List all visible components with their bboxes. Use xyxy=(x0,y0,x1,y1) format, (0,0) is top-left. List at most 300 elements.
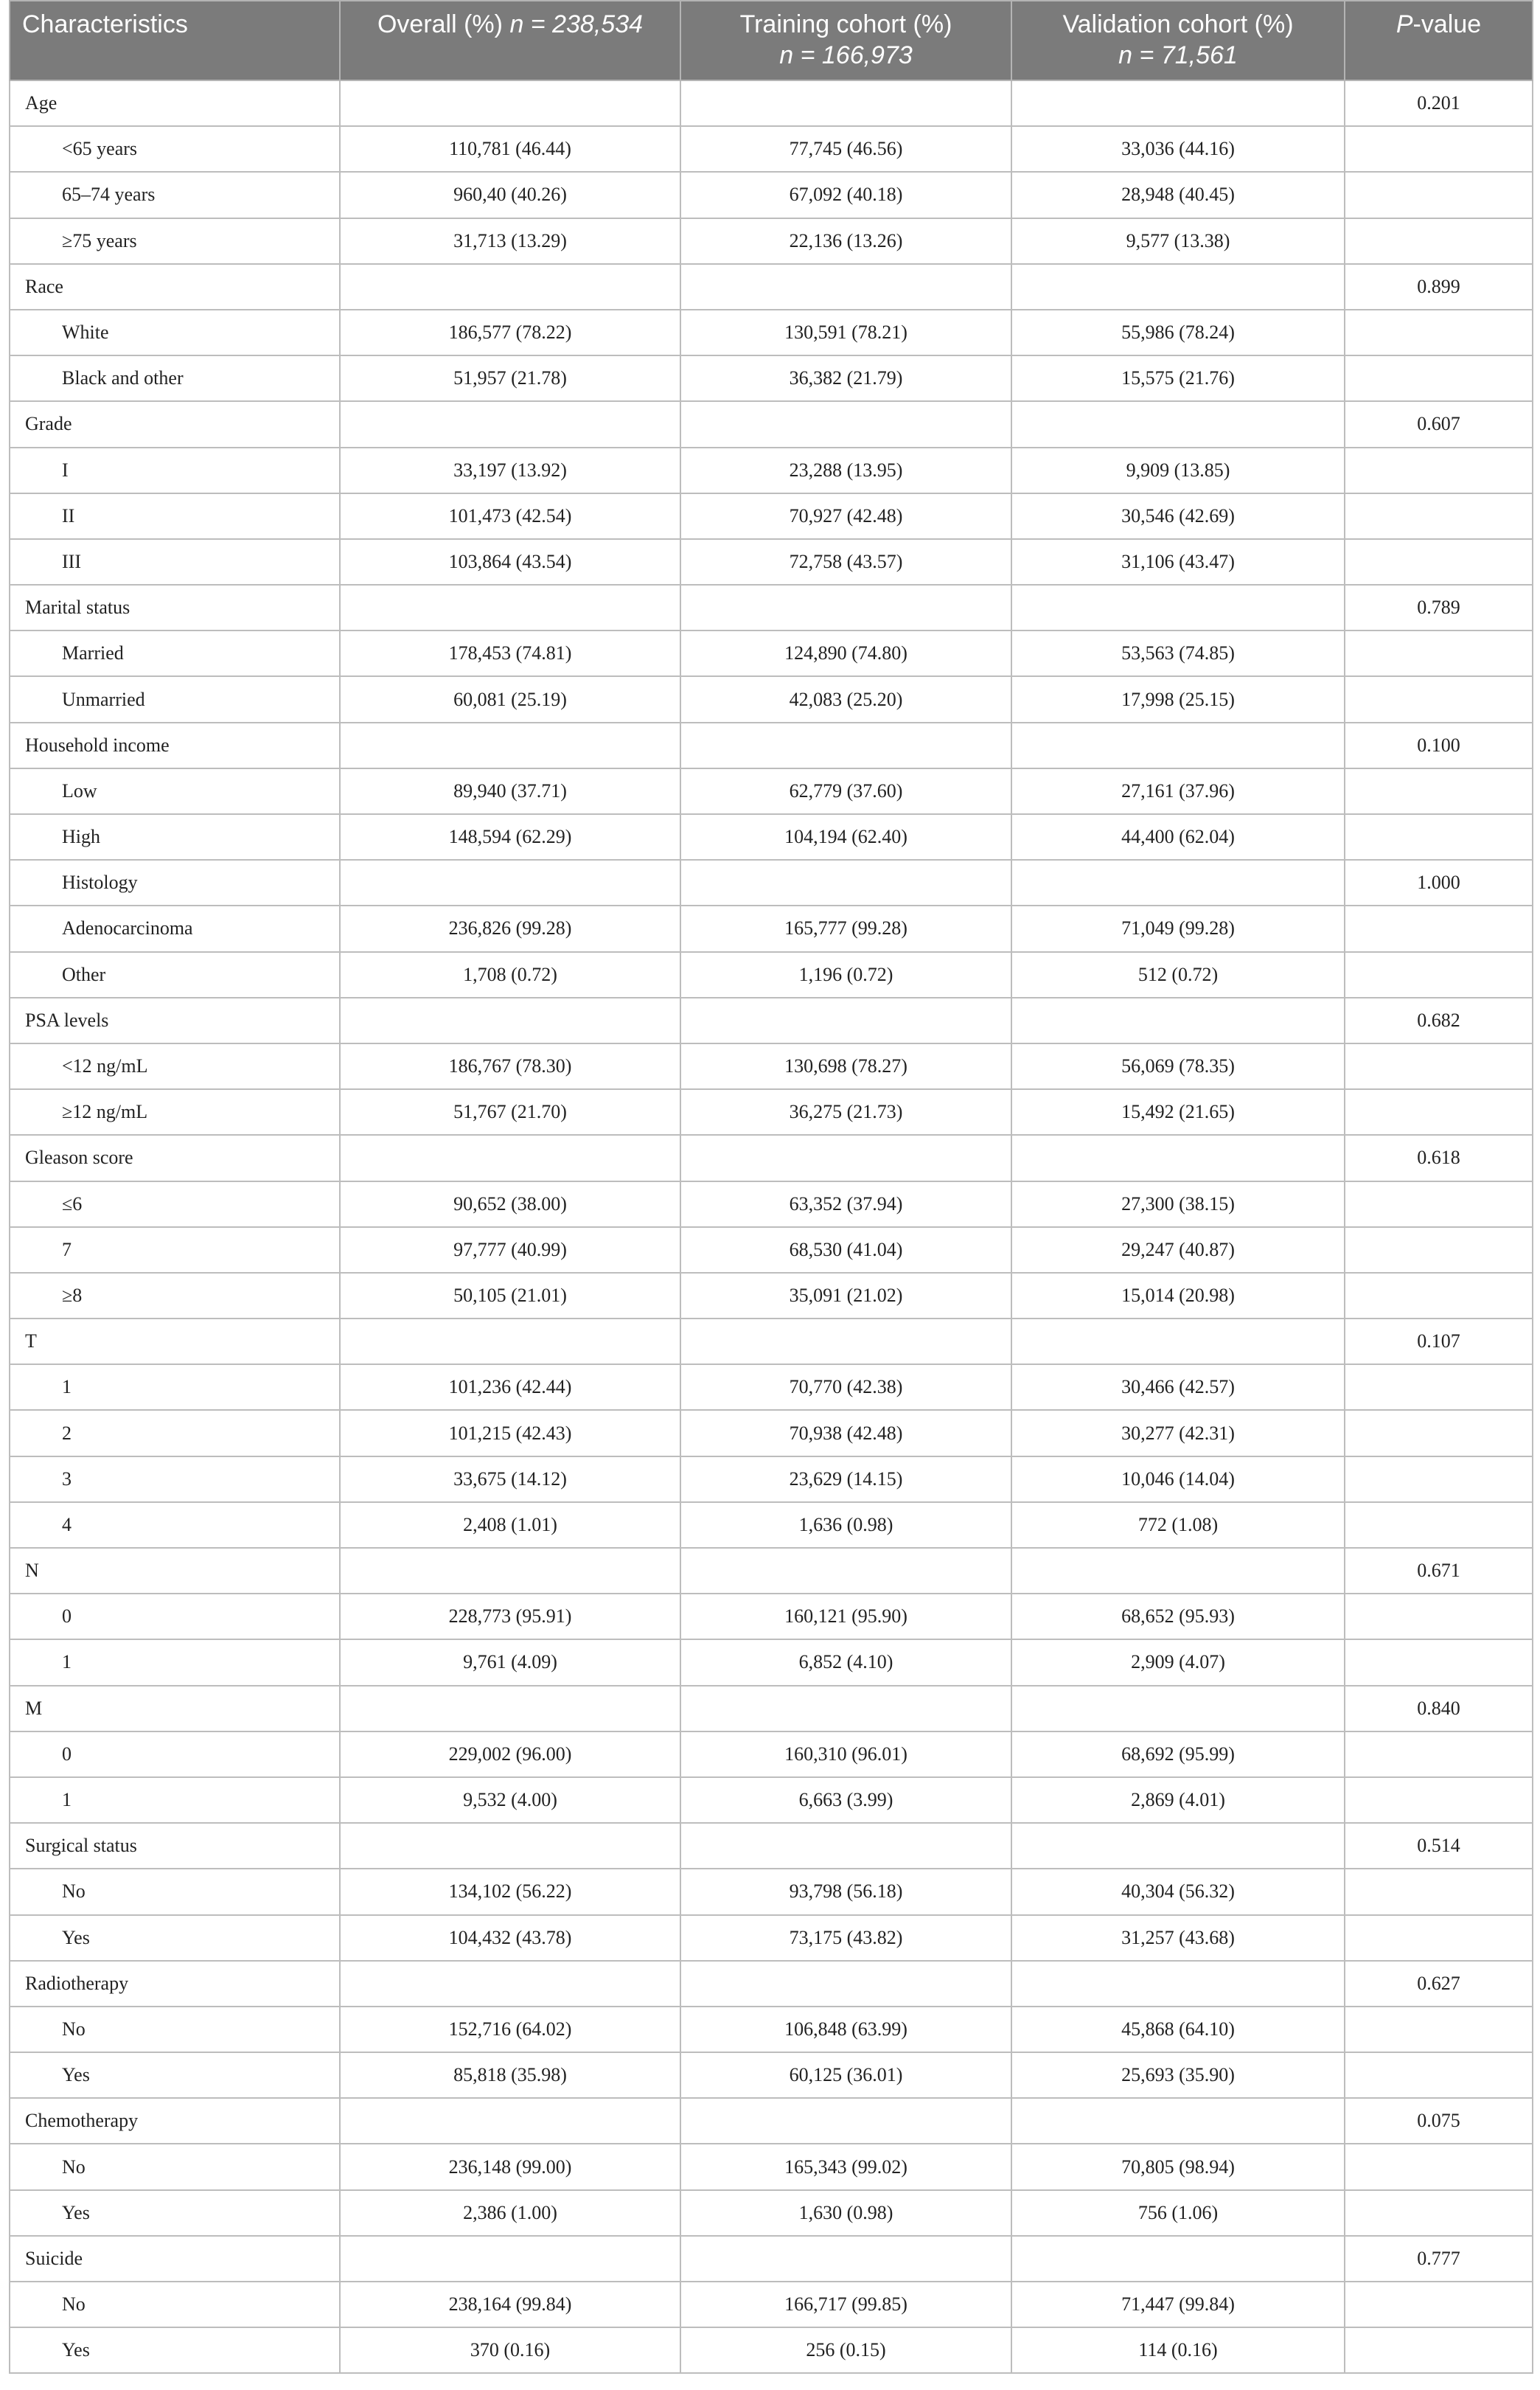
pvalue-cell: 0.618 xyxy=(1345,1135,1533,1181)
pvalue-cell xyxy=(1345,1456,1533,1502)
table-container xyxy=(9,0,1532,2374)
row-label: No xyxy=(10,2282,340,2327)
row-label: 7 xyxy=(10,1227,340,1273)
overall-cell: 238,164 (99.84) xyxy=(340,2282,680,2327)
pvalue-cell: 1.000 xyxy=(1345,860,1533,906)
training-cell: 68,530 (41.04) xyxy=(680,1227,1011,1273)
pvalue-cell: 0.840 xyxy=(1345,1686,1533,1731)
overall-cell xyxy=(340,264,680,310)
header-overall-n: n = 238,534 xyxy=(509,10,644,38)
overall-cell xyxy=(340,80,680,126)
training-cell xyxy=(680,1548,1011,1594)
pvalue-cell xyxy=(1345,1043,1533,1089)
training-cell: 165,777 (99.28) xyxy=(680,906,1011,951)
pvalue-cell: 0.777 xyxy=(1345,2236,1533,2282)
overall-cell: 60,081 (25.19) xyxy=(340,676,680,722)
overall-cell xyxy=(340,998,680,1043)
row-label: Chemotherapy xyxy=(10,2098,340,2144)
validation-cell: 27,300 (38.15) xyxy=(1011,1181,1345,1227)
validation-cell: 114 (0.16) xyxy=(1011,2327,1345,2373)
training-cell: 36,382 (21.79) xyxy=(680,355,1011,401)
training-cell: 6,663 (3.99) xyxy=(680,1777,1011,1823)
row-label: Histology xyxy=(10,860,340,906)
row-label: White xyxy=(10,310,340,355)
training-cell: 106,848 (63.99) xyxy=(680,2007,1011,2052)
table-row xyxy=(10,172,1533,218)
training-cell: 77,745 (46.56) xyxy=(680,126,1011,172)
row-label: No xyxy=(10,2007,340,2052)
pvalue-cell xyxy=(1345,906,1533,951)
table-row xyxy=(10,1731,1533,1777)
validation-cell: 55,986 (78.24) xyxy=(1011,310,1345,355)
training-cell xyxy=(680,401,1011,447)
overall-cell xyxy=(340,723,680,768)
row-label: N xyxy=(10,1548,340,1594)
pvalue-cell xyxy=(1345,2327,1533,2373)
table-row xyxy=(10,2098,1533,2144)
pvalue-cell: 0.627 xyxy=(1345,1961,1533,2007)
pvalue-cell xyxy=(1345,676,1533,722)
validation-cell: 27,161 (37.96) xyxy=(1011,768,1345,814)
overall-cell: 33,675 (14.12) xyxy=(340,1456,680,1502)
row-label: M xyxy=(10,1686,340,1731)
row-label: ≥8 xyxy=(10,1273,340,1319)
validation-cell: 15,014 (20.98) xyxy=(1011,1273,1345,1319)
pvalue-cell xyxy=(1345,1502,1533,1548)
validation-cell: 53,563 (74.85) xyxy=(1011,630,1345,676)
pvalue-cell: 0.201 xyxy=(1345,80,1533,126)
validation-cell xyxy=(1011,585,1345,630)
pvalue-cell: 0.107 xyxy=(1345,1319,1533,1364)
pvalue-cell xyxy=(1345,1639,1533,1685)
table-row xyxy=(10,860,1533,906)
table-row xyxy=(10,448,1533,493)
training-cell: 130,591 (78.21) xyxy=(680,310,1011,355)
pvalue-cell: 0.682 xyxy=(1345,998,1533,1043)
training-cell xyxy=(680,1319,1011,1364)
row-label: 4 xyxy=(10,1502,340,1548)
overall-cell xyxy=(340,860,680,906)
validation-cell xyxy=(1011,80,1345,126)
table-row xyxy=(10,355,1533,401)
table-row xyxy=(10,952,1533,998)
training-cell: 1,196 (0.72) xyxy=(680,952,1011,998)
overall-cell: 101,236 (42.44) xyxy=(340,1364,680,1410)
header-pvalue-rest: -value xyxy=(1412,10,1482,38)
training-cell xyxy=(680,1686,1011,1731)
validation-cell: 71,049 (99.28) xyxy=(1011,906,1345,951)
training-cell: 70,927 (42.48) xyxy=(680,493,1011,539)
training-cell xyxy=(680,860,1011,906)
training-cell: 256 (0.15) xyxy=(680,2327,1011,2373)
header-training xyxy=(680,1,1011,80)
pvalue-cell: 0.075 xyxy=(1345,2098,1533,2144)
pvalue-cell xyxy=(1345,1181,1533,1227)
row-label: Yes xyxy=(10,1915,340,1961)
table-row xyxy=(10,1639,1533,1685)
pvalue-cell xyxy=(1345,1869,1533,1914)
pvalue-cell: 0.514 xyxy=(1345,1823,1533,1869)
row-label: Surgical status xyxy=(10,1823,340,1869)
table-row xyxy=(10,1410,1533,1456)
table-row xyxy=(10,630,1533,676)
overall-cell: 90,652 (38.00) xyxy=(340,1181,680,1227)
pvalue-cell xyxy=(1345,630,1533,676)
header-validation xyxy=(1011,1,1345,80)
training-cell: 93,798 (56.18) xyxy=(680,1869,1011,1914)
validation-cell: 15,575 (21.76) xyxy=(1011,355,1345,401)
row-label: T xyxy=(10,1319,340,1364)
header-pvalue-italic: P xyxy=(1396,10,1413,38)
validation-cell: 756 (1.06) xyxy=(1011,2190,1345,2236)
header-validation-n: n = 71,561 xyxy=(1118,41,1238,69)
validation-cell: 15,492 (21.65) xyxy=(1011,1089,1345,1135)
row-label: Suicide xyxy=(10,2236,340,2282)
table-row xyxy=(10,1181,1533,1227)
header-validation-label: Validation cohort (%) xyxy=(1062,10,1294,38)
training-cell xyxy=(680,723,1011,768)
row-label: ≤6 xyxy=(10,1181,340,1227)
validation-cell xyxy=(1011,1135,1345,1181)
table-row xyxy=(10,1227,1533,1273)
row-label: Low xyxy=(10,768,340,814)
row-label: Grade xyxy=(10,401,340,447)
overall-cell: 228,773 (95.91) xyxy=(340,1594,680,1639)
overall-cell: 229,002 (96.00) xyxy=(340,1731,680,1777)
validation-cell: 68,652 (95.93) xyxy=(1011,1594,1345,1639)
pvalue-cell xyxy=(1345,310,1533,355)
pvalue-cell xyxy=(1345,2144,1533,2189)
overall-cell: 178,453 (74.81) xyxy=(340,630,680,676)
overall-cell: 33,197 (13.92) xyxy=(340,448,680,493)
pvalue-cell xyxy=(1345,539,1533,585)
table-row xyxy=(10,1548,1533,1594)
training-cell: 166,717 (99.85) xyxy=(680,2282,1011,2327)
row-label: 1 xyxy=(10,1777,340,1823)
validation-cell xyxy=(1011,860,1345,906)
row-label: 1 xyxy=(10,1639,340,1685)
table-row xyxy=(10,1364,1533,1410)
row-label: Adenocarcinoma xyxy=(10,906,340,951)
validation-cell xyxy=(1011,401,1345,447)
pvalue-cell xyxy=(1345,1273,1533,1319)
pvalue-cell xyxy=(1345,355,1533,401)
row-label: I xyxy=(10,448,340,493)
validation-cell: 25,693 (35.90) xyxy=(1011,2052,1345,2098)
validation-cell: 29,247 (40.87) xyxy=(1011,1227,1345,1273)
validation-cell xyxy=(1011,998,1345,1043)
table-row xyxy=(10,2327,1533,2373)
validation-cell: 9,909 (13.85) xyxy=(1011,448,1345,493)
table-row xyxy=(10,1043,1533,1089)
table-row xyxy=(10,1456,1533,1502)
validation-cell: 45,868 (64.10) xyxy=(1011,2007,1345,2052)
pvalue-cell xyxy=(1345,1227,1533,1273)
validation-cell: 17,998 (25.15) xyxy=(1011,676,1345,722)
row-label: Race xyxy=(10,264,340,310)
table-row xyxy=(10,218,1533,264)
pvalue-cell: 0.671 xyxy=(1345,1548,1533,1594)
validation-cell: 30,466 (42.57) xyxy=(1011,1364,1345,1410)
table-row xyxy=(10,1089,1533,1135)
row-label: Marital status xyxy=(10,585,340,630)
training-cell xyxy=(680,1961,1011,2007)
table-row xyxy=(10,1869,1533,1914)
pvalue-cell xyxy=(1345,952,1533,998)
row-label: Yes xyxy=(10,2327,340,2373)
table-row xyxy=(10,1823,1533,1869)
validation-cell: 30,277 (42.31) xyxy=(1011,1410,1345,1456)
overall-cell: 101,473 (42.54) xyxy=(340,493,680,539)
table-row xyxy=(10,1273,1533,1319)
training-cell: 104,194 (62.40) xyxy=(680,814,1011,860)
overall-cell: 31,713 (13.29) xyxy=(340,218,680,264)
overall-cell: 85,818 (35.98) xyxy=(340,2052,680,2098)
overall-cell: 236,826 (99.28) xyxy=(340,906,680,951)
training-cell: 130,698 (78.27) xyxy=(680,1043,1011,1089)
validation-cell xyxy=(1011,1548,1345,1594)
header-row xyxy=(10,1,1533,80)
table-header xyxy=(10,1,1533,80)
validation-cell: 44,400 (62.04) xyxy=(1011,814,1345,860)
validation-cell: 40,304 (56.32) xyxy=(1011,1869,1345,1914)
validation-cell xyxy=(1011,723,1345,768)
overall-cell: 89,940 (37.71) xyxy=(340,768,680,814)
table-row xyxy=(10,493,1533,539)
pvalue-cell xyxy=(1345,2282,1533,2327)
pvalue-cell xyxy=(1345,2052,1533,2098)
training-cell: 124,890 (74.80) xyxy=(680,630,1011,676)
overall-cell: 101,215 (42.43) xyxy=(340,1410,680,1456)
overall-cell xyxy=(340,1319,680,1364)
pvalue-cell: 0.100 xyxy=(1345,723,1533,768)
validation-cell xyxy=(1011,264,1345,310)
training-cell: 63,352 (37.94) xyxy=(680,1181,1011,1227)
training-cell xyxy=(680,80,1011,126)
overall-cell: 148,594 (62.29) xyxy=(340,814,680,860)
validation-cell: 30,546 (42.69) xyxy=(1011,493,1345,539)
table-row xyxy=(10,906,1533,951)
pvalue-cell xyxy=(1345,493,1533,539)
training-cell: 67,092 (40.18) xyxy=(680,172,1011,218)
overall-cell xyxy=(340,2236,680,2282)
overall-cell xyxy=(340,401,680,447)
header-pvalue xyxy=(1345,1,1533,80)
table-row xyxy=(10,264,1533,310)
training-cell xyxy=(680,1135,1011,1181)
row-label: III xyxy=(10,539,340,585)
header-overall-label: Overall (%) xyxy=(377,10,503,38)
overall-cell: 152,716 (64.02) xyxy=(340,2007,680,2052)
overall-cell: 370 (0.16) xyxy=(340,2327,680,2373)
overall-cell: 51,767 (21.70) xyxy=(340,1089,680,1135)
table-row xyxy=(10,814,1533,860)
overall-cell xyxy=(340,585,680,630)
pvalue-cell xyxy=(1345,448,1533,493)
validation-cell xyxy=(1011,2236,1345,2282)
header-characteristics: Characteristics xyxy=(10,1,340,80)
overall-cell: 960,40 (40.26) xyxy=(340,172,680,218)
training-cell: 42,083 (25.20) xyxy=(680,676,1011,722)
row-label: Age xyxy=(10,80,340,126)
validation-cell xyxy=(1011,1823,1345,1869)
overall-cell: 104,432 (43.78) xyxy=(340,1915,680,1961)
row-label: Other xyxy=(10,952,340,998)
row-label: Married xyxy=(10,630,340,676)
overall-cell: 103,864 (43.54) xyxy=(340,539,680,585)
row-label: 3 xyxy=(10,1456,340,1502)
table-row xyxy=(10,1686,1533,1731)
training-cell: 72,758 (43.57) xyxy=(680,539,1011,585)
row-label: Household income xyxy=(10,723,340,768)
overall-cell xyxy=(340,1686,680,1731)
pvalue-cell xyxy=(1345,1777,1533,1823)
row-label: High xyxy=(10,814,340,860)
training-cell: 70,938 (42.48) xyxy=(680,1410,1011,1456)
pvalue-cell xyxy=(1345,1089,1533,1135)
table-row xyxy=(10,585,1533,630)
validation-cell: 70,805 (98.94) xyxy=(1011,2144,1345,2189)
pvalue-cell xyxy=(1345,1731,1533,1777)
validation-cell xyxy=(1011,1319,1345,1364)
pvalue-cell xyxy=(1345,1410,1533,1456)
validation-cell: 2,869 (4.01) xyxy=(1011,1777,1345,1823)
table-row xyxy=(10,1502,1533,1548)
overall-cell: 1,708 (0.72) xyxy=(340,952,680,998)
validation-cell: 2,909 (4.07) xyxy=(1011,1639,1345,1685)
row-label: 0 xyxy=(10,1594,340,1639)
table-row xyxy=(10,1135,1533,1181)
row-label: Unmarried xyxy=(10,676,340,722)
overall-cell: 134,102 (56.22) xyxy=(340,1869,680,1914)
pvalue-cell xyxy=(1345,2007,1533,2052)
row-label: 2 xyxy=(10,1410,340,1456)
overall-cell xyxy=(340,2098,680,2144)
pvalue-cell xyxy=(1345,1915,1533,1961)
table-row xyxy=(10,401,1533,447)
validation-cell: 10,046 (14.04) xyxy=(1011,1456,1345,1502)
overall-cell: 9,532 (4.00) xyxy=(340,1777,680,1823)
table-row xyxy=(10,2236,1533,2282)
table-row xyxy=(10,2007,1533,2052)
training-cell: 70,770 (42.38) xyxy=(680,1364,1011,1410)
table-row xyxy=(10,1319,1533,1364)
training-cell xyxy=(680,1823,1011,1869)
overall-cell xyxy=(340,1961,680,2007)
table-row xyxy=(10,1915,1533,1961)
table-row xyxy=(10,1777,1533,1823)
training-cell xyxy=(680,2236,1011,2282)
row-label: Yes xyxy=(10,2052,340,2098)
row-label: Gleason score xyxy=(10,1135,340,1181)
pvalue-cell xyxy=(1345,126,1533,172)
overall-cell xyxy=(340,1823,680,1869)
overall-cell xyxy=(340,1548,680,1594)
pvalue-cell: 0.607 xyxy=(1345,401,1533,447)
pvalue-cell xyxy=(1345,814,1533,860)
table-row xyxy=(10,310,1533,355)
table-row xyxy=(10,1961,1533,2007)
validation-cell: 28,948 (40.45) xyxy=(1011,172,1345,218)
row-label: Radiotherapy xyxy=(10,1961,340,2007)
training-cell: 23,629 (14.15) xyxy=(680,1456,1011,1502)
validation-cell: 31,106 (43.47) xyxy=(1011,539,1345,585)
training-cell: 36,275 (21.73) xyxy=(680,1089,1011,1135)
table-row xyxy=(10,2190,1533,2236)
header-training-label: Training cohort (%) xyxy=(739,10,952,38)
table-row xyxy=(10,1594,1533,1639)
table-row xyxy=(10,723,1533,768)
validation-cell: 512 (0.72) xyxy=(1011,952,1345,998)
pvalue-cell xyxy=(1345,1364,1533,1410)
pvalue-cell: 0.899 xyxy=(1345,264,1533,310)
overall-cell: 50,105 (21.01) xyxy=(340,1273,680,1319)
table-row xyxy=(10,676,1533,722)
validation-cell: 31,257 (43.68) xyxy=(1011,1915,1345,1961)
row-label: <12 ng/mL xyxy=(10,1043,340,1089)
characteristics-table xyxy=(9,0,1533,2374)
row-label: ≥12 ng/mL xyxy=(10,1089,340,1135)
training-cell: 62,779 (37.60) xyxy=(680,768,1011,814)
table-row xyxy=(10,539,1533,585)
row-label: Black and other xyxy=(10,355,340,401)
table-row xyxy=(10,2282,1533,2327)
validation-cell: 71,447 (99.84) xyxy=(1011,2282,1345,2327)
training-cell xyxy=(680,998,1011,1043)
row-label: Yes xyxy=(10,2190,340,2236)
row-label: 0 xyxy=(10,1731,340,1777)
table-row xyxy=(10,998,1533,1043)
row-label: PSA levels xyxy=(10,998,340,1043)
overall-cell xyxy=(340,1135,680,1181)
header-training-n: n = 166,973 xyxy=(779,41,913,69)
table-row xyxy=(10,2144,1533,2189)
training-cell: 73,175 (43.82) xyxy=(680,1915,1011,1961)
training-cell: 60,125 (36.01) xyxy=(680,2052,1011,2098)
validation-cell: 33,036 (44.16) xyxy=(1011,126,1345,172)
pvalue-cell xyxy=(1345,768,1533,814)
row-label: 65–74 years xyxy=(10,172,340,218)
pvalue-cell xyxy=(1345,2190,1533,2236)
table-body xyxy=(10,80,1533,2373)
overall-cell: 186,767 (78.30) xyxy=(340,1043,680,1089)
training-cell: 35,091 (21.02) xyxy=(680,1273,1011,1319)
overall-cell: 110,781 (46.44) xyxy=(340,126,680,172)
validation-cell: 68,692 (95.99) xyxy=(1011,1731,1345,1777)
overall-cell: 2,386 (1.00) xyxy=(340,2190,680,2236)
training-cell xyxy=(680,264,1011,310)
overall-cell: 9,761 (4.09) xyxy=(340,1639,680,1685)
training-cell: 23,288 (13.95) xyxy=(680,448,1011,493)
row-label: II xyxy=(10,493,340,539)
training-cell: 165,343 (99.02) xyxy=(680,2144,1011,2189)
table-row xyxy=(10,126,1533,172)
row-label: <65 years xyxy=(10,126,340,172)
validation-cell: 772 (1.08) xyxy=(1011,1502,1345,1548)
row-label: No xyxy=(10,2144,340,2189)
validation-cell: 56,069 (78.35) xyxy=(1011,1043,1345,1089)
overall-cell: 236,148 (99.00) xyxy=(340,2144,680,2189)
validation-cell xyxy=(1011,1686,1345,1731)
row-label: ≥75 years xyxy=(10,218,340,264)
row-label: 1 xyxy=(10,1364,340,1410)
overall-cell: 2,408 (1.01) xyxy=(340,1502,680,1548)
overall-cell: 97,777 (40.99) xyxy=(340,1227,680,1273)
training-cell xyxy=(680,585,1011,630)
table-row xyxy=(10,80,1533,126)
validation-cell xyxy=(1011,2098,1345,2144)
pvalue-cell xyxy=(1345,1594,1533,1639)
